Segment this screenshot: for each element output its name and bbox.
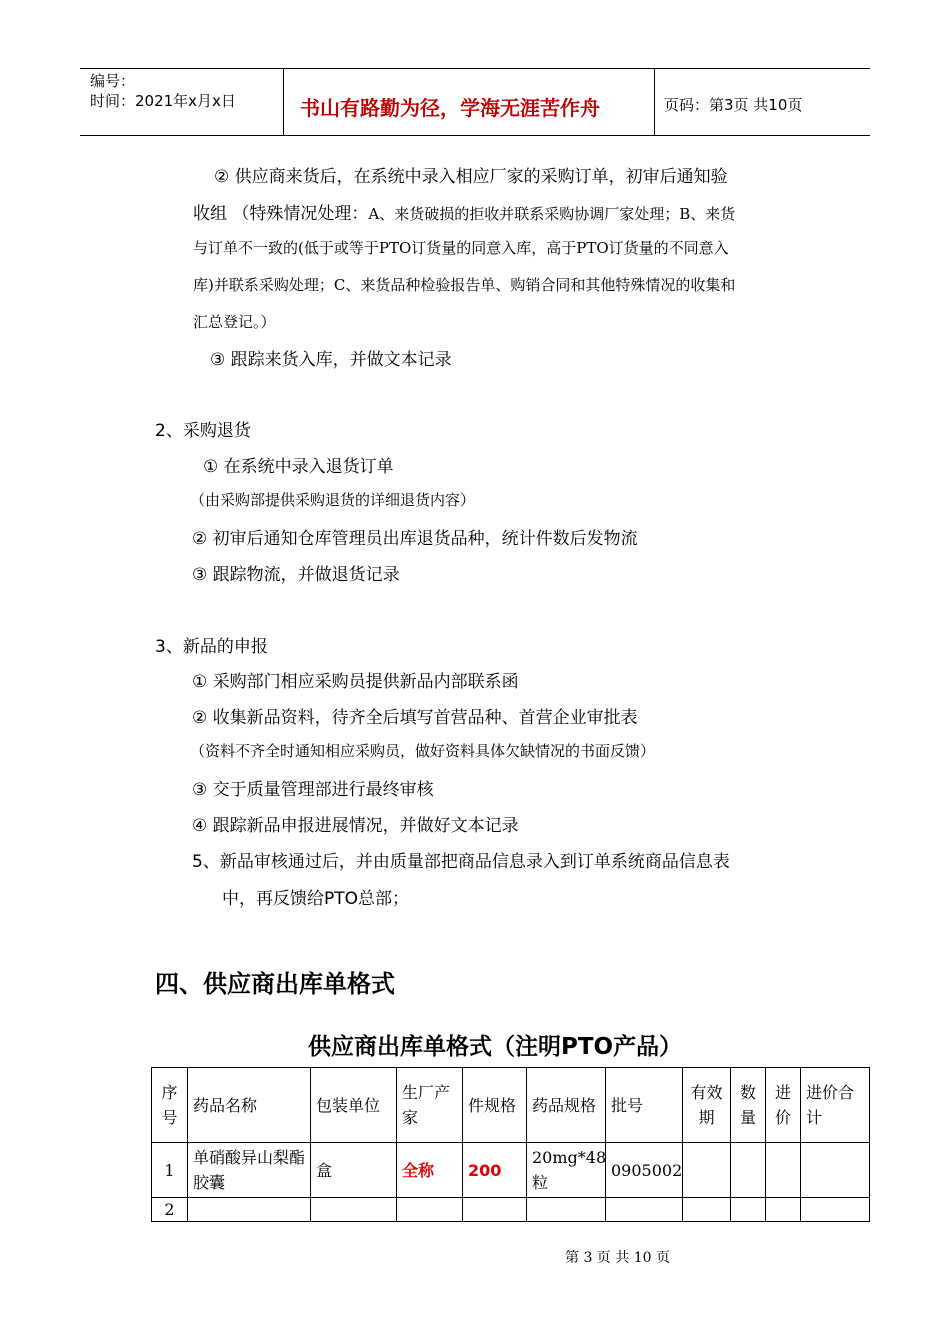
new-product-note: （资料不齐全时通知相应采购员，做好资料具体欠缺情况的书面反馈） [190, 742, 656, 760]
header-divider-right [654, 68, 655, 136]
procedure-step-2-line2 [193, 199, 735, 224]
cell-drug-spec: 20mg*48粒 [527, 1143, 606, 1198]
header-time-label: 时间：2021年x月x日 [90, 92, 236, 110]
header-page-label: 页码：第3页 共10页 [664, 96, 803, 114]
cell-unit-price [766, 1143, 801, 1198]
section-3-title: 3、新品的申报 [155, 637, 268, 657]
section-2-title: 2、采购退货 [155, 421, 251, 441]
procedure-step-3: ③ 跟踪来货入库，并做文本记录 [210, 350, 452, 370]
col-header-total-price: 进价合计 [801, 1068, 870, 1143]
header-number-label: 编号： [90, 72, 136, 90]
table-title: 供应商出库单格式（注明PTO产品） [308, 1034, 683, 1060]
new-product-step-4: ④ 跟踪新品申报进展情况，并做好文本记录 [192, 816, 519, 836]
procedure-step-2-line1: ② 供应商来货后，在系统中录入相应厂家的采购订单，初审后通知验 [214, 167, 728, 187]
new-product-step-5-line1: 5、新品审核通过后，并由质量部把商品信息录入到订单系统商品信息表 [192, 852, 730, 872]
cell-total-price [801, 1143, 870, 1198]
cell-expiry [683, 1198, 731, 1222]
special-handling-label: 收组 （特殊情况处理： [193, 204, 369, 224]
special-handling-a: A、来货破损的拒收并联系采购协调厂家处理；B、来货 [368, 205, 736, 223]
col-header-unit-price: 进价 [766, 1068, 801, 1143]
cell-serial: 1 [152, 1143, 188, 1198]
col-header-serial: 序号 [152, 1068, 188, 1143]
col-header-drug-spec: 药品规格 [527, 1068, 606, 1143]
cell-manufacturer [397, 1198, 463, 1222]
footer-page-number: 第 3 页 共 10 页 [565, 1250, 670, 1266]
special-handling-b: 与订单不一致的(低于或等于PTO订货量的同意入库，高于PTO订货量的不同意入 [193, 239, 729, 257]
col-header-manufacturer: 生厂产家 [397, 1068, 463, 1143]
cell-piece-spec: 200 [463, 1143, 527, 1198]
header-motto: 书山有路勤为径，学海无涯苦作舟 [300, 96, 600, 120]
cell-package-unit [311, 1198, 397, 1222]
cell-quantity [731, 1143, 766, 1198]
new-product-step-3: ③ 交于质量管理部进行最终审核 [192, 780, 434, 800]
col-header-batch-no: 批号 [606, 1068, 683, 1143]
delivery-note-table [151, 1067, 870, 1222]
col-header-package-unit: 包装单位 [311, 1068, 397, 1143]
return-note: （由采购部提供采购退货的详细退货内容） [190, 491, 476, 509]
section-4-heading: 四、供应商出库单格式 [155, 970, 395, 998]
header-divider-left [283, 68, 284, 136]
header-bottom-rule [80, 135, 870, 136]
col-header-piece-spec: 件规格 [463, 1068, 527, 1143]
col-header-expiry: 有效期 [683, 1068, 731, 1143]
cell-batch-no: 0905002 [606, 1143, 683, 1198]
table-header-row [152, 1068, 870, 1143]
cell-expiry [683, 1143, 731, 1198]
new-product-step-1: ① 采购部门相应采购员提供新品内部联系函 [192, 672, 519, 692]
return-step-1: ① 在系统中录入退货订单 [203, 457, 394, 477]
cell-quantity [731, 1198, 766, 1222]
cell-total-price [801, 1198, 870, 1222]
cell-batch-no [606, 1198, 683, 1222]
cell-drug-name: 单硝酸异山梨酯胶囊 [188, 1143, 311, 1198]
header-top-rule [80, 68, 870, 69]
special-handling-end: 汇总登记。） [193, 313, 276, 331]
cell-drug-name [188, 1198, 311, 1222]
special-handling-c: 库)并联系采购处理；C、来货品种检验报告单、购销合同和其他特殊情况的收集和 [193, 276, 736, 294]
cell-piece-spec [463, 1198, 527, 1222]
cell-drug-spec [527, 1198, 606, 1222]
return-step-3: ③ 跟踪物流，并做退货记录 [192, 565, 400, 585]
cell-unit-price [766, 1198, 801, 1222]
return-step-2: ② 初审后通知仓库管理员出库退货品种，统计件数后发物流 [192, 529, 638, 549]
table-row [152, 1143, 870, 1198]
cell-package-unit: 盒 [311, 1143, 397, 1198]
cell-manufacturer: 全称 [397, 1143, 463, 1198]
col-header-quantity: 数量 [731, 1068, 766, 1143]
new-product-step-2: ② 收集新品资料，待齐全后填写首营品种、首营企业审批表 [192, 708, 638, 728]
table-row [152, 1198, 870, 1222]
new-product-step-5-line2: 中，再反馈给PTO总部； [222, 889, 410, 909]
col-header-drug-name: 药品名称 [188, 1068, 311, 1143]
cell-serial: 2 [152, 1198, 188, 1222]
